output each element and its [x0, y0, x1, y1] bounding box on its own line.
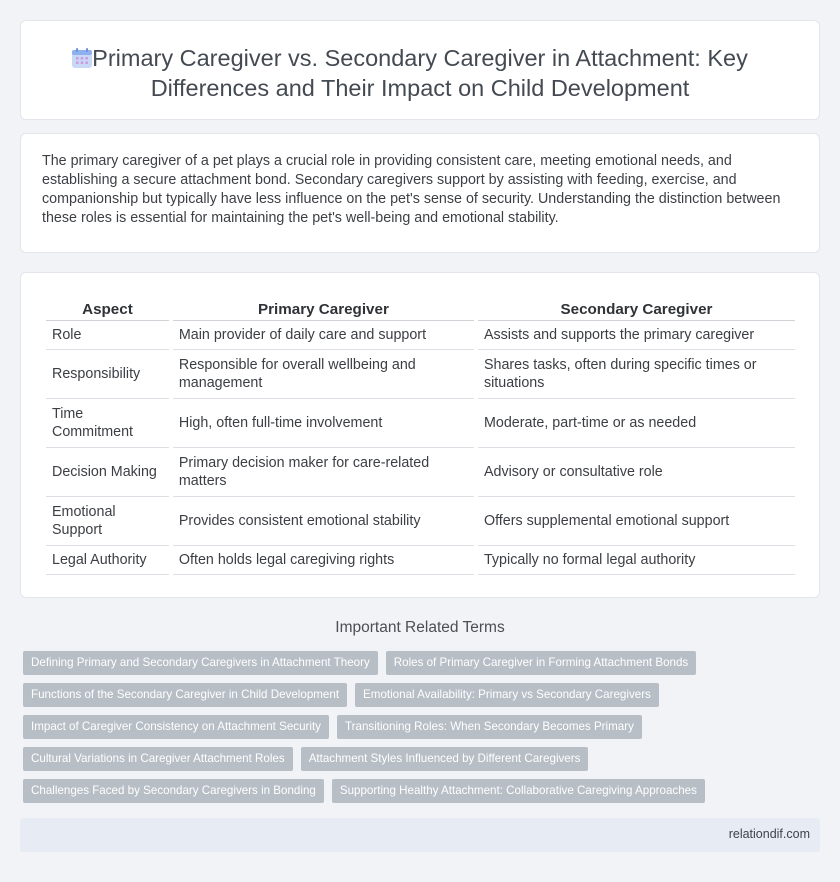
- comparison-table-card: [20, 272, 820, 598]
- table-row: [46, 497, 795, 546]
- cell-primary: Often holds legal caregiving rights: [173, 546, 474, 575]
- cell-secondary: Moderate, part-time or as needed: [478, 399, 795, 448]
- cell-aspect: Emotional Support: [46, 497, 169, 546]
- intro-paragraph: The primary caregiver of a pet plays a crucial role in providing consistent care, meeting emotional needs, and establishing a secure attachment bond. Secondary caregivers support by assisting with feeding, exercise, and companionship but typically have less influence on the pet's sense of security. Understanding the distinction between these roles is essential for maintaining the pet's well-being and emotional stability.: [42, 153, 781, 226]
- related-term-tag[interactable]: Impact of Caregiver Consistency on Attachment Security: [23, 715, 329, 739]
- cell-secondary: Assists and supports the primary caregiver: [478, 321, 795, 350]
- comparison-table: [42, 295, 799, 575]
- cell-secondary: Offers supplemental emotional support: [478, 497, 795, 546]
- related-term-tag[interactable]: Supporting Healthy Attachment: Collaborative Caregiving Approaches: [332, 779, 705, 803]
- related-term-tag[interactable]: Transitioning Roles: When Secondary Becomes Primary: [337, 715, 642, 739]
- page-title: Primary Caregiver vs. Secondary Caregiver in Attachment: Key Differences and Their Impact on Child Development: [92, 45, 748, 101]
- footer-site-link[interactable]: relationdif.com: [728, 827, 810, 841]
- related-term-tag[interactable]: Emotional Availability: Primary vs Secondary Caregivers: [355, 683, 659, 707]
- column-header-primary: Primary Caregiver: [173, 295, 474, 321]
- cell-aspect: Time Commitment: [46, 399, 169, 448]
- table-row: [46, 350, 795, 399]
- cell-aspect: Legal Authority: [46, 546, 169, 575]
- related-term-tag[interactable]: Defining Primary and Secondary Caregivers in Attachment Theory: [23, 651, 378, 675]
- cell-primary: Provides consistent emotional stability: [173, 497, 474, 546]
- cell-secondary: Typically no formal legal authority: [478, 546, 795, 575]
- cell-primary: Responsible for overall wellbeing and management: [173, 350, 474, 399]
- cell-primary: High, often full-time involvement: [173, 399, 474, 448]
- column-header-secondary: Secondary Caregiver: [478, 295, 795, 321]
- intro-card: [20, 133, 820, 253]
- cell-primary: Main provider of daily care and support: [173, 321, 474, 350]
- related-term-tag[interactable]: Challenges Faced by Secondary Caregivers in Bonding: [23, 779, 324, 803]
- table-row: [46, 546, 795, 575]
- related-term-tag[interactable]: Cultural Variations in Caregiver Attachment Roles: [23, 747, 293, 771]
- title-card: [20, 20, 820, 120]
- related-terms-heading: Important Related Terms: [335, 619, 505, 636]
- related-term-tag[interactable]: Roles of Primary Caregiver in Forming Attachment Bonds: [386, 651, 696, 675]
- table-row: [46, 321, 795, 350]
- cell-primary: Primary decision maker for care-related matters: [173, 448, 474, 497]
- cell-secondary: Advisory or consultative role: [478, 448, 795, 497]
- table-row: [46, 399, 795, 448]
- table-header-row: [46, 295, 795, 321]
- related-term-tag[interactable]: Functions of the Secondary Caregiver in Child Development: [23, 683, 347, 707]
- cell-secondary: Shares tasks, often during specific times or situations: [478, 350, 795, 399]
- footer: [20, 818, 820, 852]
- related-terms-list: [23, 651, 823, 811]
- cell-aspect: Decision Making: [46, 448, 169, 497]
- related-term-tag[interactable]: Attachment Styles Influenced by Different Caregivers: [301, 747, 589, 771]
- column-header-aspect: Aspect: [46, 295, 169, 321]
- cell-aspect: Role: [46, 321, 169, 350]
- cell-aspect: Responsibility: [46, 350, 169, 399]
- table-row: [46, 448, 795, 497]
